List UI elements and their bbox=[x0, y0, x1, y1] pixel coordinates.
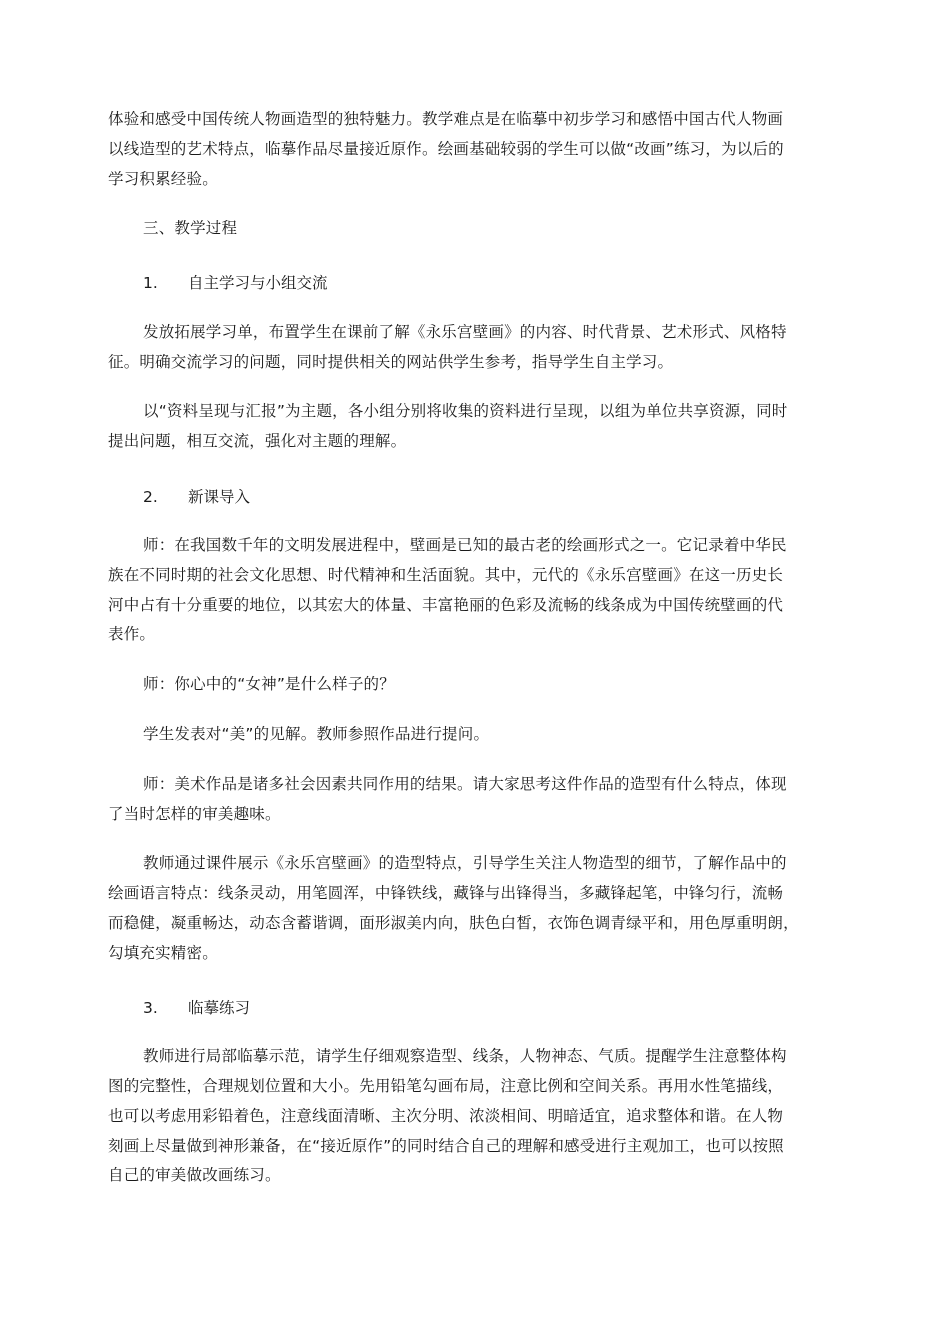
step3-para1-line-1: 教师进行局部临摹示范，请学生仔细观察造型、线条，人物神态、气质。提醒学生注意整体构 bbox=[143, 1047, 787, 1065]
step2-para4-line-2: 了当时怎样的审美趣味。 bbox=[108, 805, 281, 823]
step2-para4-line-1: 师：美术作品是诸多社会因素共同作用的结果。请大家思考这件作品的造型有什么特点，体现 bbox=[143, 775, 787, 793]
step2-para3: 学生发表对“美”的见解。教师参照作品进行提问。 bbox=[143, 725, 490, 743]
step2-para2: 师：你心中的“女神”是什么样子的？ bbox=[143, 675, 395, 693]
step2-para5-line-1: 教师通过课件展示《永乐宫壁画》的造型特点，引导学生关注人物造型的细节，了解作品中的 bbox=[143, 854, 787, 872]
step1-title: 自主学习与小组交流 bbox=[188, 274, 328, 292]
step2-title: 新课导入 bbox=[188, 488, 251, 506]
step3-title: 临摹练习 bbox=[188, 999, 251, 1017]
step1-para2-line-1: 以“资料呈现与汇报”为主题，各小组分别将收集的资料进行呈现，以组为单位共享资源，同时 bbox=[143, 402, 788, 420]
step2-para1-line-2: 族在不同时期的社会文化思想、时代精神和生活面貌。其中，元代的《永乐宫壁画》在这一历史长 bbox=[108, 566, 784, 584]
intro-line-3: 学习积累经验。 bbox=[108, 170, 218, 188]
step2-para5-line-3: 而稳健，凝重畅达，动态含蓄谐调，面形淑美内向，肤色白皙，衣饰色调青绿平和，用色厚重明朗， bbox=[108, 914, 799, 932]
step1-para2-line-2: 提出问题，相互交流，强化对主题的理解。 bbox=[108, 432, 407, 450]
step3-para1-line-2: 图的完整性，合理规划位置和大小。先用铅笔勾画布局，注意比例和空间关系。再用水性笔描线， bbox=[108, 1077, 784, 1095]
step3-para1-line-3: 也可以考虑用彩铅着色，注意线面清晰、主次分明、浓淡相间、明暗适宜，追求整体和谐。在人物 bbox=[108, 1107, 784, 1125]
step3-para1-line-5: 自己的审美做改画练习。 bbox=[108, 1166, 281, 1184]
intro-line-2: 以线造型的艺术特点，临摹作品尽量接近原作。绘画基础较弱的学生可以做“改画”练习，为以后的 bbox=[108, 140, 784, 158]
step2-para1-line-1: 师：在我国数千年的文明发展进程中，壁画是已知的最古老的绘画形式之一。它记录着中华民 bbox=[143, 536, 787, 554]
step1-para1-line-1: 发放拓展学习单，布置学生在课前了解《永乐宫壁画》的内容、时代背景、艺术形式、风格特 bbox=[143, 323, 787, 341]
step3-number: 3. bbox=[143, 999, 158, 1017]
step1-para1-line-2: 征。明确交流学习的问题，同时提供相关的网站供学生参考，指导学生自主学习。 bbox=[108, 353, 674, 371]
step1-number: 1. bbox=[143, 274, 158, 292]
step2-para5-line-4: 勾填充实精密。 bbox=[108, 944, 218, 962]
step2-number: 2. bbox=[143, 488, 158, 506]
section-heading: 三、教学过程 bbox=[143, 219, 238, 237]
step2-para1-line-3: 河中占有十分重要的地位，以其宏大的体量、丰富艳丽的色彩及流畅的线条成为中国传统壁画的代 bbox=[108, 596, 784, 614]
step2-para1-line-4: 表作。 bbox=[108, 625, 156, 643]
step3-para1-line-4: 刻画上尽量做到神形兼备，在“接近原作”的同时结合自己的理解和感受进行主观加工，也可以按照 bbox=[108, 1137, 784, 1155]
step2-para5-line-2: 绘画语言特点：线条灵动，用笔圆浑，中锋铁线，藏锋与出锋得当，多藏锋起笔，中锋匀行，流畅 bbox=[108, 884, 784, 902]
intro-line-1: 体验和感受中国传统人物画造型的独特魅力。教学难点是在临摹中初步学习和感悟中国古代人物画 bbox=[108, 110, 784, 128]
